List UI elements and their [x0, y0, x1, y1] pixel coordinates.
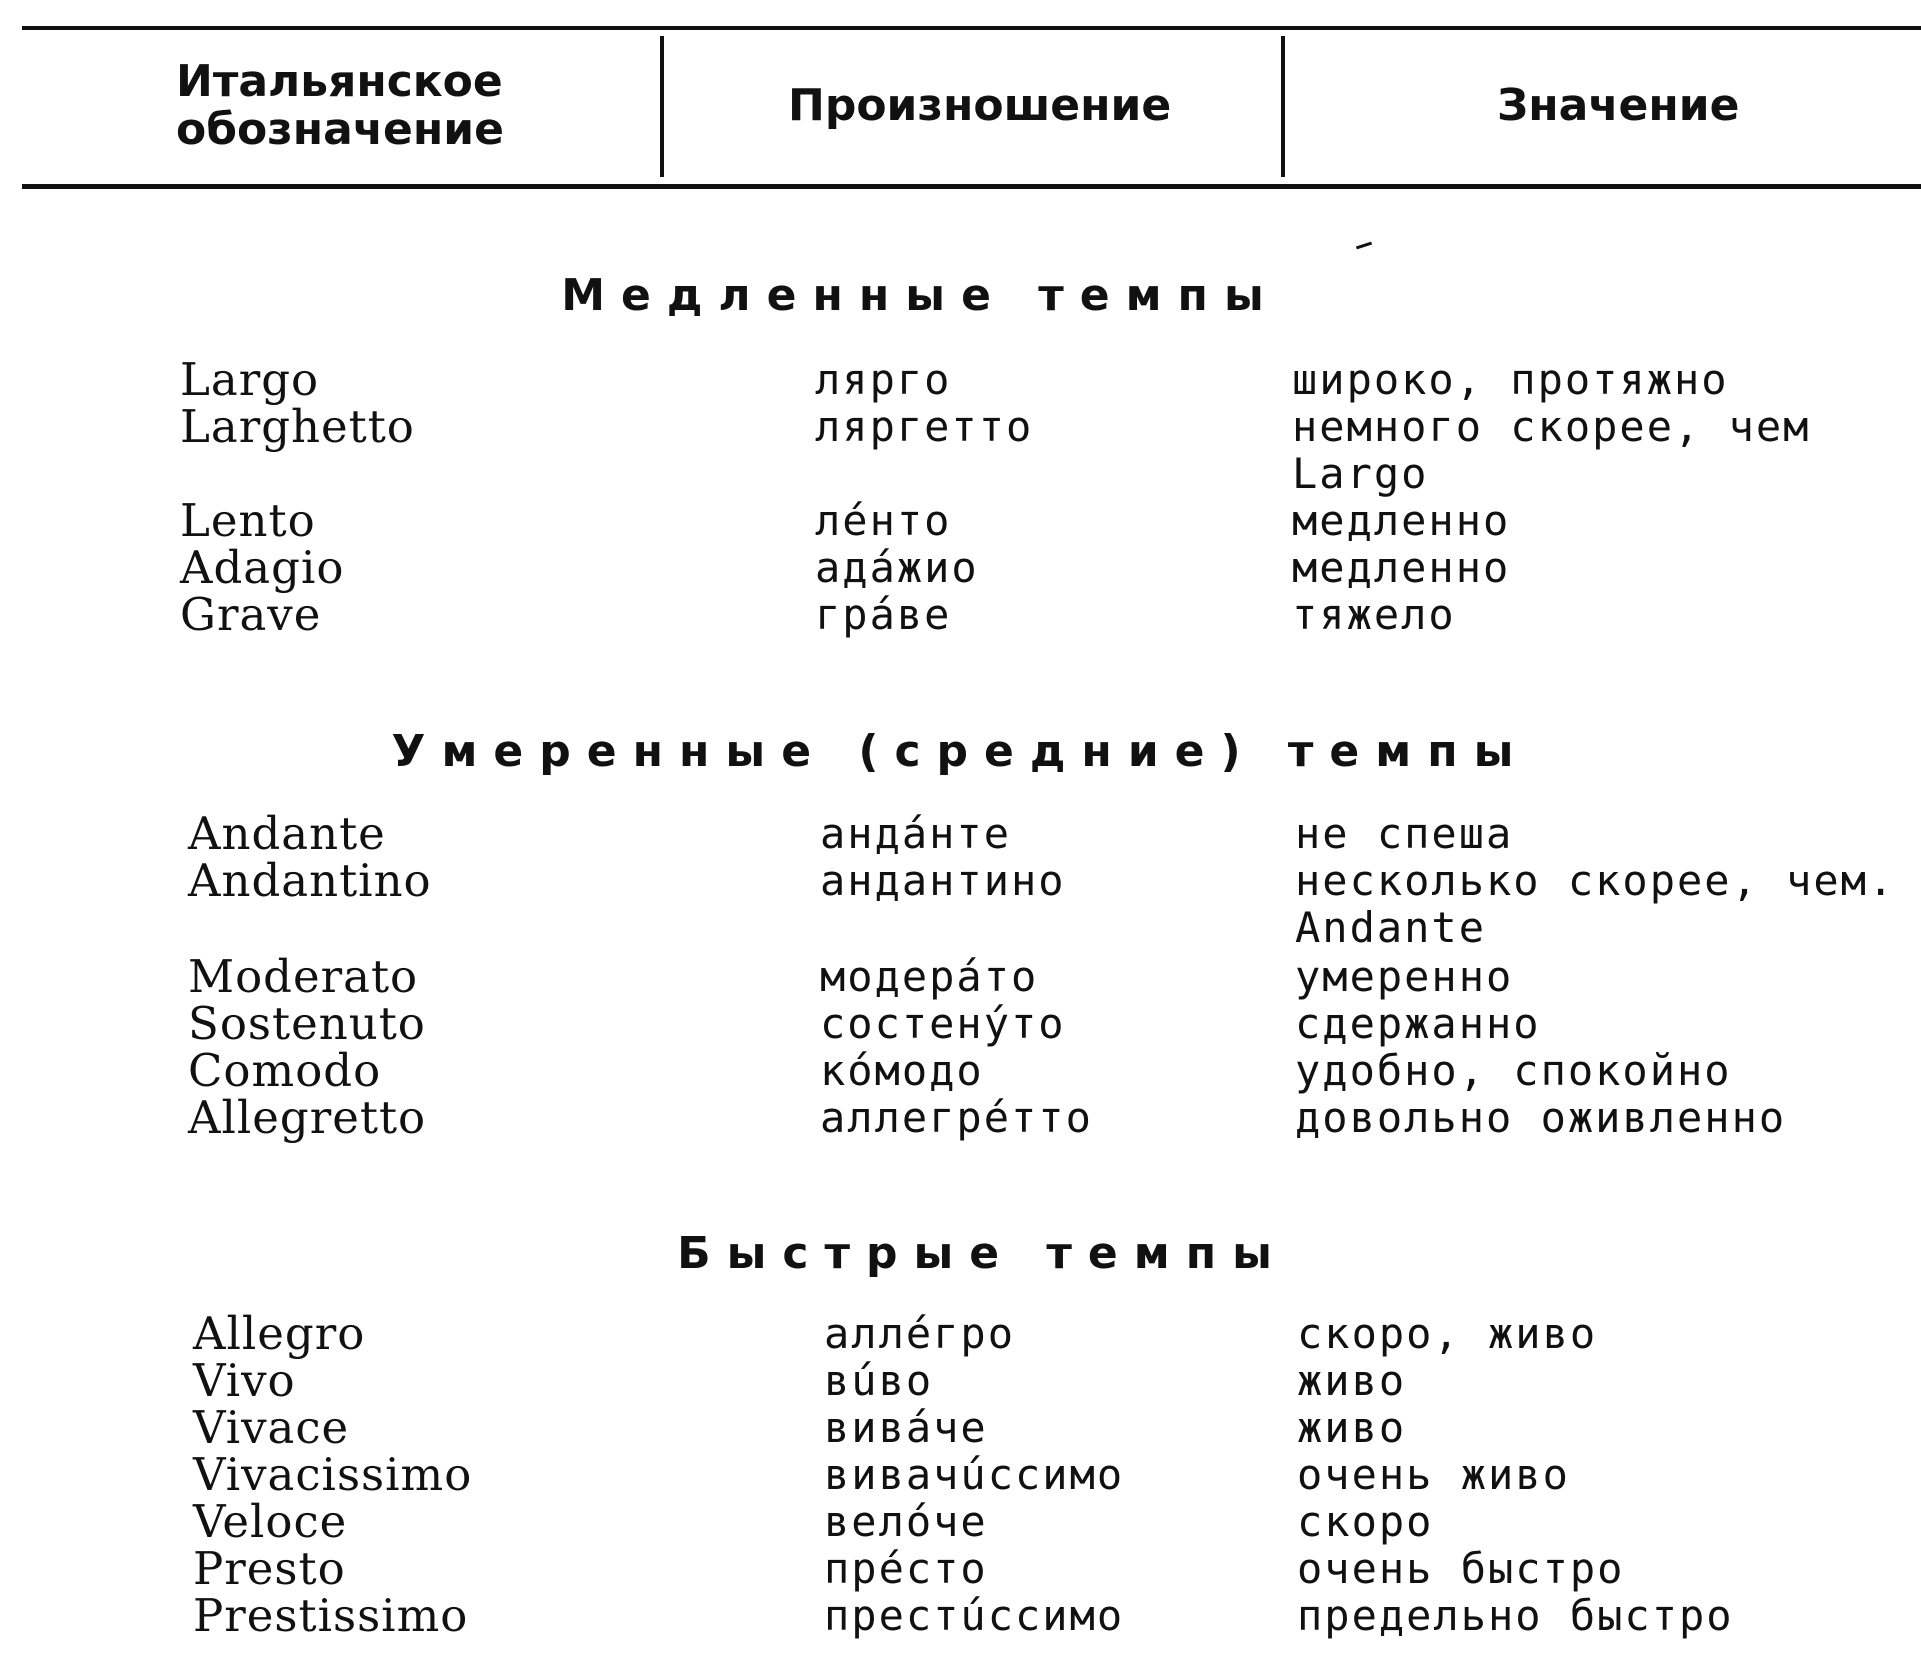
meaning-cell: очень быстро — [1297, 1544, 1625, 1593]
pronunciation-cell: престúссимо — [824, 1591, 1125, 1640]
meaning-cell: тяжело — [1292, 590, 1456, 639]
meaning-cell: широко, протяжно — [1292, 355, 1729, 404]
meaning-cell: скоро, живо — [1297, 1309, 1598, 1358]
pronunciation-cell: андантино — [820, 856, 1066, 905]
term-cell: Allegretto — [188, 1091, 427, 1144]
meaning-cell: скоро — [1297, 1497, 1434, 1546]
meaning-cell: немного скорее, чем Largo — [1292, 402, 1811, 498]
meaning-cell: очень живо — [1297, 1450, 1570, 1499]
meaning-cell: умеренно — [1295, 952, 1514, 1001]
term-cell: Prestissimo — [193, 1589, 469, 1642]
meaning-cell: не спеша — [1295, 809, 1514, 858]
pronunciation-cell: модерáто — [820, 952, 1039, 1001]
pronunciation-cell: прéсто — [824, 1544, 988, 1593]
term-cell: Lento — [180, 494, 316, 547]
pronunciation-cell: аллегрéтто — [820, 1093, 1093, 1142]
term-cell: Larghetto — [180, 400, 415, 453]
meaning-cell: живо — [1297, 1356, 1407, 1405]
meaning-cell: медленно — [1292, 496, 1511, 545]
pronunciation-cell: лярго — [815, 355, 952, 404]
term-cell: Veloce — [193, 1495, 348, 1548]
meaning-cell: медленно — [1292, 543, 1511, 592]
term-cell: Vivacissimo — [193, 1448, 473, 1501]
pronunciation-cell: кóмодо — [820, 1046, 984, 1095]
header-italian-notation: Итальянское обозначение — [176, 56, 504, 155]
header-divider-1 — [660, 36, 664, 177]
term-cell: Sostenuto — [188, 997, 426, 1050]
meaning-cell: сдержанно — [1295, 999, 1541, 1048]
meaning-cell: несколько скорее, чем. Andante — [1295, 856, 1896, 952]
term-cell: Vivo — [193, 1354, 296, 1407]
header-meaning: Значение — [1497, 80, 1740, 131]
section-title-fast: Быстрые темпы — [677, 1228, 1288, 1279]
pronunciation-cell: лéнто — [815, 496, 952, 545]
term-cell: Allegro — [193, 1307, 366, 1360]
header-divider-2 — [1281, 36, 1285, 177]
term-cell: Presto — [193, 1542, 346, 1595]
section-title-moderate: Умеренные (средние) темпы — [391, 726, 1530, 777]
term-cell: Comodo — [188, 1044, 382, 1097]
pronunciation-cell: вивачúссимо — [824, 1450, 1125, 1499]
header-bottom-rule — [22, 184, 1921, 189]
term-cell: Adagio — [180, 541, 345, 594]
pronunciation-cell: андáнте — [820, 809, 1012, 858]
term-cell: Andantino — [188, 854, 432, 907]
meaning-cell: довольно оживленно — [1295, 1093, 1787, 1142]
term-cell: Andante — [188, 807, 386, 860]
header-top-rule — [22, 26, 1921, 30]
term-cell: Moderato — [188, 950, 419, 1003]
section-title-slow: Медленные темпы — [561, 270, 1280, 321]
pronunciation-cell: велóче — [824, 1497, 988, 1546]
meaning-cell: удобно, спокойно — [1295, 1046, 1732, 1095]
term-cell: Grave — [180, 588, 322, 641]
pronunciation-cell: состенýто — [820, 999, 1066, 1048]
term-cell: Vivace — [193, 1401, 350, 1454]
meaning-cell: предельно быстро — [1297, 1591, 1734, 1640]
pronunciation-cell: вúво — [824, 1356, 934, 1405]
pronunciation-cell: грáве — [815, 590, 952, 639]
pronunciation-cell: вивáче — [824, 1403, 988, 1452]
meaning-cell: живо — [1297, 1403, 1407, 1452]
pronunciation-cell: аллéгро — [824, 1309, 1016, 1358]
header-pronunciation: Произношение — [788, 80, 1172, 131]
pronunciation-cell: ляргетто — [815, 402, 1034, 451]
pronunciation-cell: адáжио — [815, 543, 979, 592]
term-cell: Largo — [180, 353, 320, 406]
print-mark — [1356, 242, 1372, 250]
